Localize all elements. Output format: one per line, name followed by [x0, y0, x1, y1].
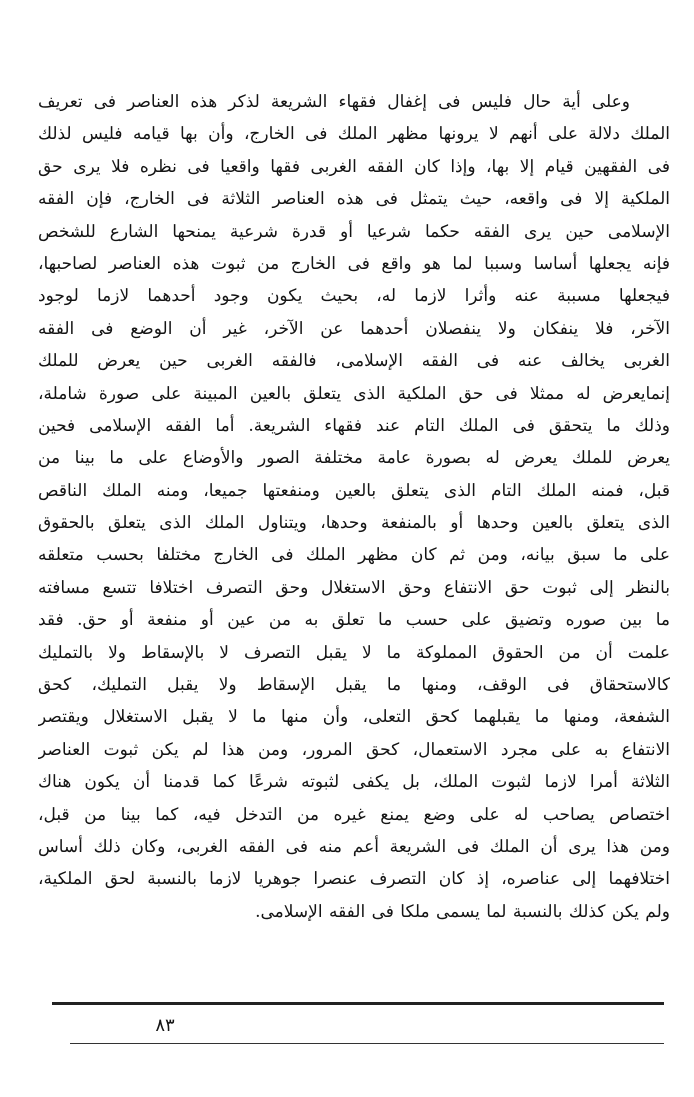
text-line: كالاستحقاق فى الوقف، ومنها ما يقبل الإسقاط ولا يقبل التمليك، كحق — [38, 675, 670, 696]
page-number: ٨٣ — [155, 1015, 175, 1036]
text-line: الغربى يخالف عنه فى الفقه الإسلامى، فالفقه الغربى حين يعرض للملك — [38, 351, 670, 372]
text-line: الثلاثة أمرا لازما لثبوت الملك، بل يكفى لثبوته شرعًا كما قدمنا أن يكون هناك — [38, 772, 670, 793]
text-line: الذى يتعلق بالعين وحدها أو بالمنفعة وحدها، ويتناول الملك الذى يتعلق بالحقوق — [38, 513, 670, 534]
text-line: الآخر، فلا ينفكان ولا ينفصلان أحدهما عن الآخر، غير أن الوضع فى الفقه — [38, 318, 670, 339]
footer-rule-top — [52, 1002, 664, 1005]
text-line: قبل، فمنه الملك التام الذى يتعلق بالعين ومنفعتها جميعا، ومنه الملك الناقص — [38, 480, 670, 501]
body-paragraph — [38, 86, 670, 928]
text-line: بالنظر إلى ثبوت حق الانتفاع وحق الاستغلال وحق التصرف اختلافا تتسع مسافته — [38, 577, 670, 598]
text-line: الإسلامى حين يرى الفقه حكما شرعيا أو قدرة شرعية يمنحها الشارع للشخص — [38, 221, 670, 242]
text-line: فيجعلها مسببة عنه وأثرا لازما له، بحيث يكون وجود أحدهما لازما لوجود — [38, 286, 670, 307]
footer-rule-bottom — [70, 1043, 664, 1044]
text-line: إنمايعرض له ممثلا فى حق الملكية الذى يتعلق بالعين المبينة على صورة شاملة، — [38, 383, 670, 404]
text-line: الانتفاع به على مجرد الاستعمال، كحق المرور، ومن هذا لم يكن ثبوت العناصر — [38, 739, 670, 760]
text-line: فى الفقهين قيام إلا بها، وإذا كان الفقه الغربى فقها واقعيا فى نظره فلا يرى حق — [38, 156, 670, 177]
text-line: الملك دلالة على أنهم لا يرونها مظهر الملك فى الخارج، وأن بها قيامه فليس لذلك — [38, 124, 670, 145]
text-line: علمت أن من الحقوق المملوكة ما لا يقبل التصرف لا بالإسقاط ولا بالتمليك — [38, 642, 670, 663]
text-line: ما بين صوره وتضيق على حسب ما تعلق به من عين أو منفعة أو حق. فقد — [38, 610, 670, 631]
text-line: فإنه يجعلها أساسا وسببا لما هو واقع فى الخارج من ثبوت هذه العناصر لصاحبها، — [38, 253, 670, 274]
text-line: وذلك ما يتحقق فى الملك التام عند فقهاء الشريعة. أما الفقه الإسلامى فحين — [38, 415, 670, 436]
text-line: ومن هذا يرى أن الملك فى الشريعة أعم منه فى الفقه الغربى، وكان ذلك أساس — [38, 836, 670, 857]
text-line: ولم يكن كذلك بالنسبة لما يسمى ملكا فى الفقه الإسلامى. — [255, 901, 670, 922]
text-line: اختلافهما إلى عناصره، إذ كان التصرف عنصرا جوهريا لازما بالنسبة لحق الملكية، — [38, 869, 670, 890]
text-line: الملكية إلا فى واقعه، حيث يتمثل فى هذه العناصر الثلاثة فى الخارج، فإن الفقه — [38, 189, 670, 210]
text-line: اختصاص يصاحب له على وضع يمنع غيره من التدخل فيه، كما بينا من قبل، — [38, 804, 670, 825]
text-line: على ما سبق بيانه، ومن ثم كان مظهر الملك فى الخارج مختلفا بحسب متعلقه — [38, 545, 670, 566]
text-line: الشفعة، ومنها ما يقبلهما كحق التعلى، وأن منها ما لا يقبل الاستغلال ويقتصر — [38, 707, 670, 728]
text-line: وعلى أية حال فليس فى إغفال فقهاء الشريعة لذكر هذه العناصر فى تعريف — [38, 92, 630, 112]
text-line: يعرض للملك يعرض له بصورة عامة مختلفة الصور والأوضاع على ما بينا من — [38, 448, 670, 469]
